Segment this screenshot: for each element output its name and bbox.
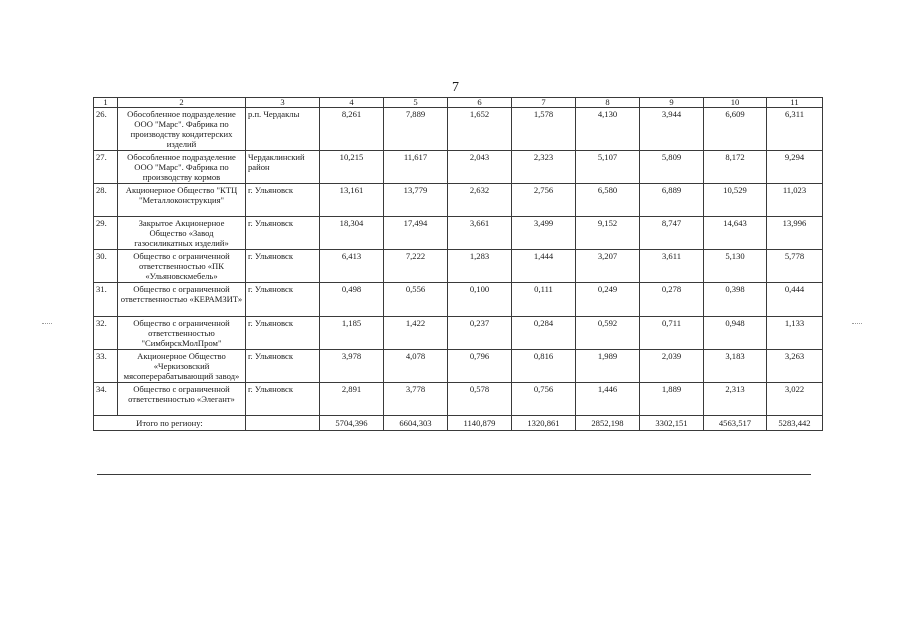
value-cell: 5,778 (767, 250, 823, 283)
row-number: 33. (94, 350, 118, 383)
value-cell: 1,652 (448, 108, 512, 151)
value-cell: 8,747 (640, 217, 704, 250)
organization-name: Общество с ограниченной ответственностью "СимбирскМолПром" (118, 317, 246, 350)
value-cell: 6,889 (640, 184, 704, 217)
value-cell: 2,891 (320, 383, 384, 416)
row-number: 32. (94, 317, 118, 350)
total-empty-cell (246, 416, 320, 431)
table-row (94, 317, 823, 350)
value-cell: 5,107 (576, 151, 640, 184)
value-cell: 0,398 (704, 283, 767, 317)
location: г. Ульяновск (246, 184, 320, 217)
organization-name: Акционерное Общество "КТЦ "Металлоконструкция" (118, 184, 246, 217)
location: г. Ульяновск (246, 317, 320, 350)
table-row (94, 184, 823, 217)
table-row (94, 217, 823, 250)
table-row (94, 350, 823, 383)
value-cell: 3,263 (767, 350, 823, 383)
value-cell: 0,100 (448, 283, 512, 317)
table-row (94, 383, 823, 416)
value-cell: 5,130 (704, 250, 767, 283)
total-row (94, 416, 823, 431)
value-cell: 13,161 (320, 184, 384, 217)
value-cell: 2,313 (704, 383, 767, 416)
total-value: 3302,151 (640, 416, 704, 431)
organization-name: Закрытое Акционерное Общество «Завод газосиликатных изделий» (118, 217, 246, 250)
value-cell: 5,809 (640, 151, 704, 184)
value-cell: 3,944 (640, 108, 704, 151)
row-number: 31. (94, 283, 118, 317)
value-cell: 0,556 (384, 283, 448, 317)
value-cell: 2,756 (512, 184, 576, 217)
value-cell: 10,529 (704, 184, 767, 217)
location: г. Ульяновск (246, 250, 320, 283)
row-number: 30. (94, 250, 118, 283)
value-cell: 1,889 (640, 383, 704, 416)
value-cell: 6,609 (704, 108, 767, 151)
value-cell: 2,323 (512, 151, 576, 184)
column-header: 10 (704, 98, 767, 108)
value-cell: 0,948 (704, 317, 767, 350)
header-row (94, 98, 823, 108)
value-cell: 1,989 (576, 350, 640, 383)
value-cell: 10,215 (320, 151, 384, 184)
location: г. Ульяновск (246, 350, 320, 383)
value-cell: 17,494 (384, 217, 448, 250)
value-cell: 0,711 (640, 317, 704, 350)
value-cell: 4,078 (384, 350, 448, 383)
table-row (94, 250, 823, 283)
total-value: 1320,861 (512, 416, 576, 431)
value-cell: 0,592 (576, 317, 640, 350)
total-value: 2852,198 (576, 416, 640, 431)
table-row (94, 283, 823, 317)
total-value: 6604,303 (384, 416, 448, 431)
value-cell: 7,222 (384, 250, 448, 283)
location: Чердаклинский район (246, 151, 320, 184)
column-header: 1 (94, 98, 118, 108)
value-cell: 1,283 (448, 250, 512, 283)
page-number: 7 (452, 80, 459, 95)
table-row (94, 151, 823, 184)
value-cell: 0,237 (448, 317, 512, 350)
column-header: 2 (118, 98, 246, 108)
value-cell: 13,779 (384, 184, 448, 217)
value-cell: 6,580 (576, 184, 640, 217)
value-cell: 0,278 (640, 283, 704, 317)
value-cell: 14,643 (704, 217, 767, 250)
value-cell: 13,996 (767, 217, 823, 250)
total-value: 5283,442 (767, 416, 823, 431)
table-row (94, 108, 823, 151)
value-cell: 11,617 (384, 151, 448, 184)
value-cell: 0,498 (320, 283, 384, 317)
scan-speck (42, 323, 52, 324)
organization-name: Обособленное подразделение ООО "Марс". Фабрика по производству кондитерских изделий (118, 108, 246, 151)
value-cell: 0,578 (448, 383, 512, 416)
value-cell: 0,444 (767, 283, 823, 317)
row-number: 29. (94, 217, 118, 250)
value-cell: 1,133 (767, 317, 823, 350)
organization-name: Обособленное подразделение ООО "Марс". Фабрика по производству кормов (118, 151, 246, 184)
location: г. Ульяновск (246, 217, 320, 250)
organization-name: Общество с ограниченной ответственностью «ПК «Ульяновскмебель» (118, 250, 246, 283)
scan-speck (852, 323, 862, 324)
row-number: 28. (94, 184, 118, 217)
total-value: 1140,879 (448, 416, 512, 431)
total-value: 5704,396 (320, 416, 384, 431)
column-header: 8 (576, 98, 640, 108)
value-cell: 3,661 (448, 217, 512, 250)
value-cell: 3,183 (704, 350, 767, 383)
emissions-table (93, 97, 823, 431)
value-cell: 1,446 (576, 383, 640, 416)
value-cell: 1,578 (512, 108, 576, 151)
location: р.п. Чердаклы (246, 108, 320, 151)
value-cell: 3,022 (767, 383, 823, 416)
value-cell: 8,261 (320, 108, 384, 151)
value-cell: 0,284 (512, 317, 576, 350)
column-header: 9 (640, 98, 704, 108)
value-cell: 1,422 (384, 317, 448, 350)
column-header: 5 (384, 98, 448, 108)
value-cell: 4,130 (576, 108, 640, 151)
value-cell: 2,043 (448, 151, 512, 184)
value-cell: 0,249 (576, 283, 640, 317)
value-cell: 3,207 (576, 250, 640, 283)
column-header: 4 (320, 98, 384, 108)
value-cell: 6,311 (767, 108, 823, 151)
value-cell: 2,039 (640, 350, 704, 383)
value-cell: 3,499 (512, 217, 576, 250)
bottom-rule (97, 474, 811, 475)
value-cell: 11,023 (767, 184, 823, 217)
value-cell: 9,152 (576, 217, 640, 250)
row-number: 27. (94, 151, 118, 184)
value-cell: 8,172 (704, 151, 767, 184)
row-number: 26. (94, 108, 118, 151)
column-header: 11 (767, 98, 823, 108)
value-cell: 6,413 (320, 250, 384, 283)
location: г. Ульяновск (246, 283, 320, 317)
column-header: 3 (246, 98, 320, 108)
value-cell: 0,111 (512, 283, 576, 317)
value-cell: 7,889 (384, 108, 448, 151)
value-cell: 1,444 (512, 250, 576, 283)
value-cell: 3,978 (320, 350, 384, 383)
row-number: 34. (94, 383, 118, 416)
column-header: 6 (448, 98, 512, 108)
organization-name: Общество с ограниченной ответственностью «Элегант» (118, 383, 246, 416)
total-value: 4563,517 (704, 416, 767, 431)
value-cell: 9,294 (767, 151, 823, 184)
column-header: 7 (512, 98, 576, 108)
organization-name: Общество с ограниченной ответственностью «КЕРАМЗИТ» (118, 283, 246, 317)
value-cell: 1,185 (320, 317, 384, 350)
value-cell: 0,796 (448, 350, 512, 383)
total-label: Итого по региону: (94, 416, 246, 431)
organization-name: Акционерное Общество «Черкизовский мясоперерабатывающий завод» (118, 350, 246, 383)
value-cell: 3,611 (640, 250, 704, 283)
value-cell: 0,816 (512, 350, 576, 383)
value-cell: 0,756 (512, 383, 576, 416)
value-cell: 3,778 (384, 383, 448, 416)
location: г. Ульяновск (246, 383, 320, 416)
value-cell: 18,304 (320, 217, 384, 250)
value-cell: 2,632 (448, 184, 512, 217)
